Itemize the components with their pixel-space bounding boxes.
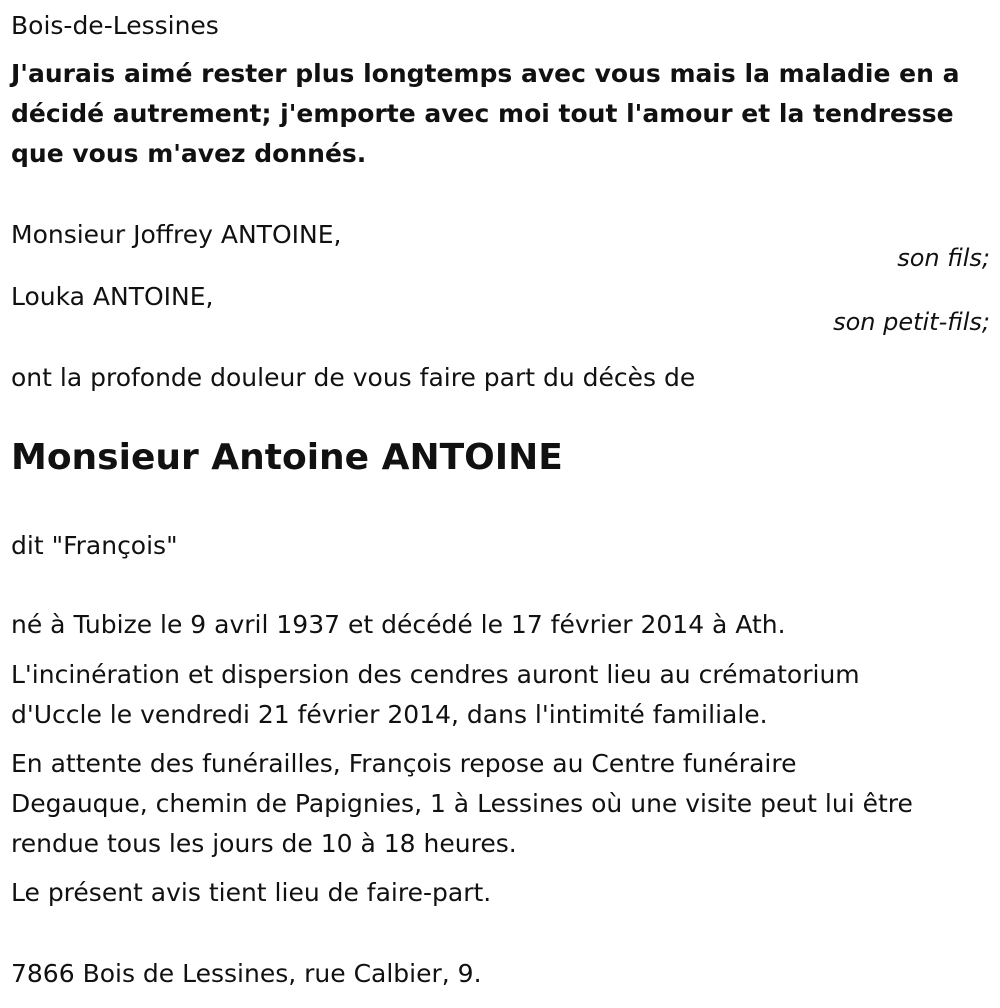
ceremony-line-2: d'Uccle le vendredi 21 février 2014, dans l'intimité familiale.	[11, 700, 768, 729]
mourner-relation-2: son petit-fils;	[833, 308, 990, 336]
deceased-nickname: dit "François"	[11, 531, 178, 560]
viewing-line-2: Degauque, chemin de Papignies, 1 à Lessines où une visite peut lui être	[11, 789, 913, 818]
address: 7866 Bois de Lessines, rue Calbier, 9.	[11, 959, 482, 988]
quote-line-2: décidé autrement; j'emporte avec moi tout l'amour et la tendresse	[11, 99, 954, 128]
viewing-line-1: En attente des funérailles, François repose au Centre funéraire	[11, 749, 797, 778]
announcement: ont la profonde douleur de vous faire part du décès de	[11, 363, 696, 392]
birth-death: né à Tubize le 9 avril 1937 et décédé le 17 février 2014 à Ath.	[11, 610, 786, 639]
mourner-relation-1: son fils;	[897, 244, 990, 272]
quote-line-3: que vous m'avez donnés.	[11, 139, 367, 168]
viewing-line-3: rendue tous les jours de 10 à 18 heures.	[11, 829, 517, 858]
mourner-name-2: Louka ANTOINE,	[11, 282, 214, 311]
ceremony-line-1: L'incinération et dispersion des cendres auront lieu au crématorium	[11, 660, 860, 689]
notice: Le présent avis tient lieu de faire-part.	[11, 878, 492, 907]
location: Bois-de-Lessines	[11, 11, 219, 40]
mourner-name-1: Monsieur Joffrey ANTOINE,	[11, 220, 342, 249]
quote-line-1: J'aurais aimé rester plus longtemps avec vous mais la maladie en a	[11, 59, 960, 88]
deceased-name: Monsieur Antoine ANTOINE	[11, 437, 563, 478]
